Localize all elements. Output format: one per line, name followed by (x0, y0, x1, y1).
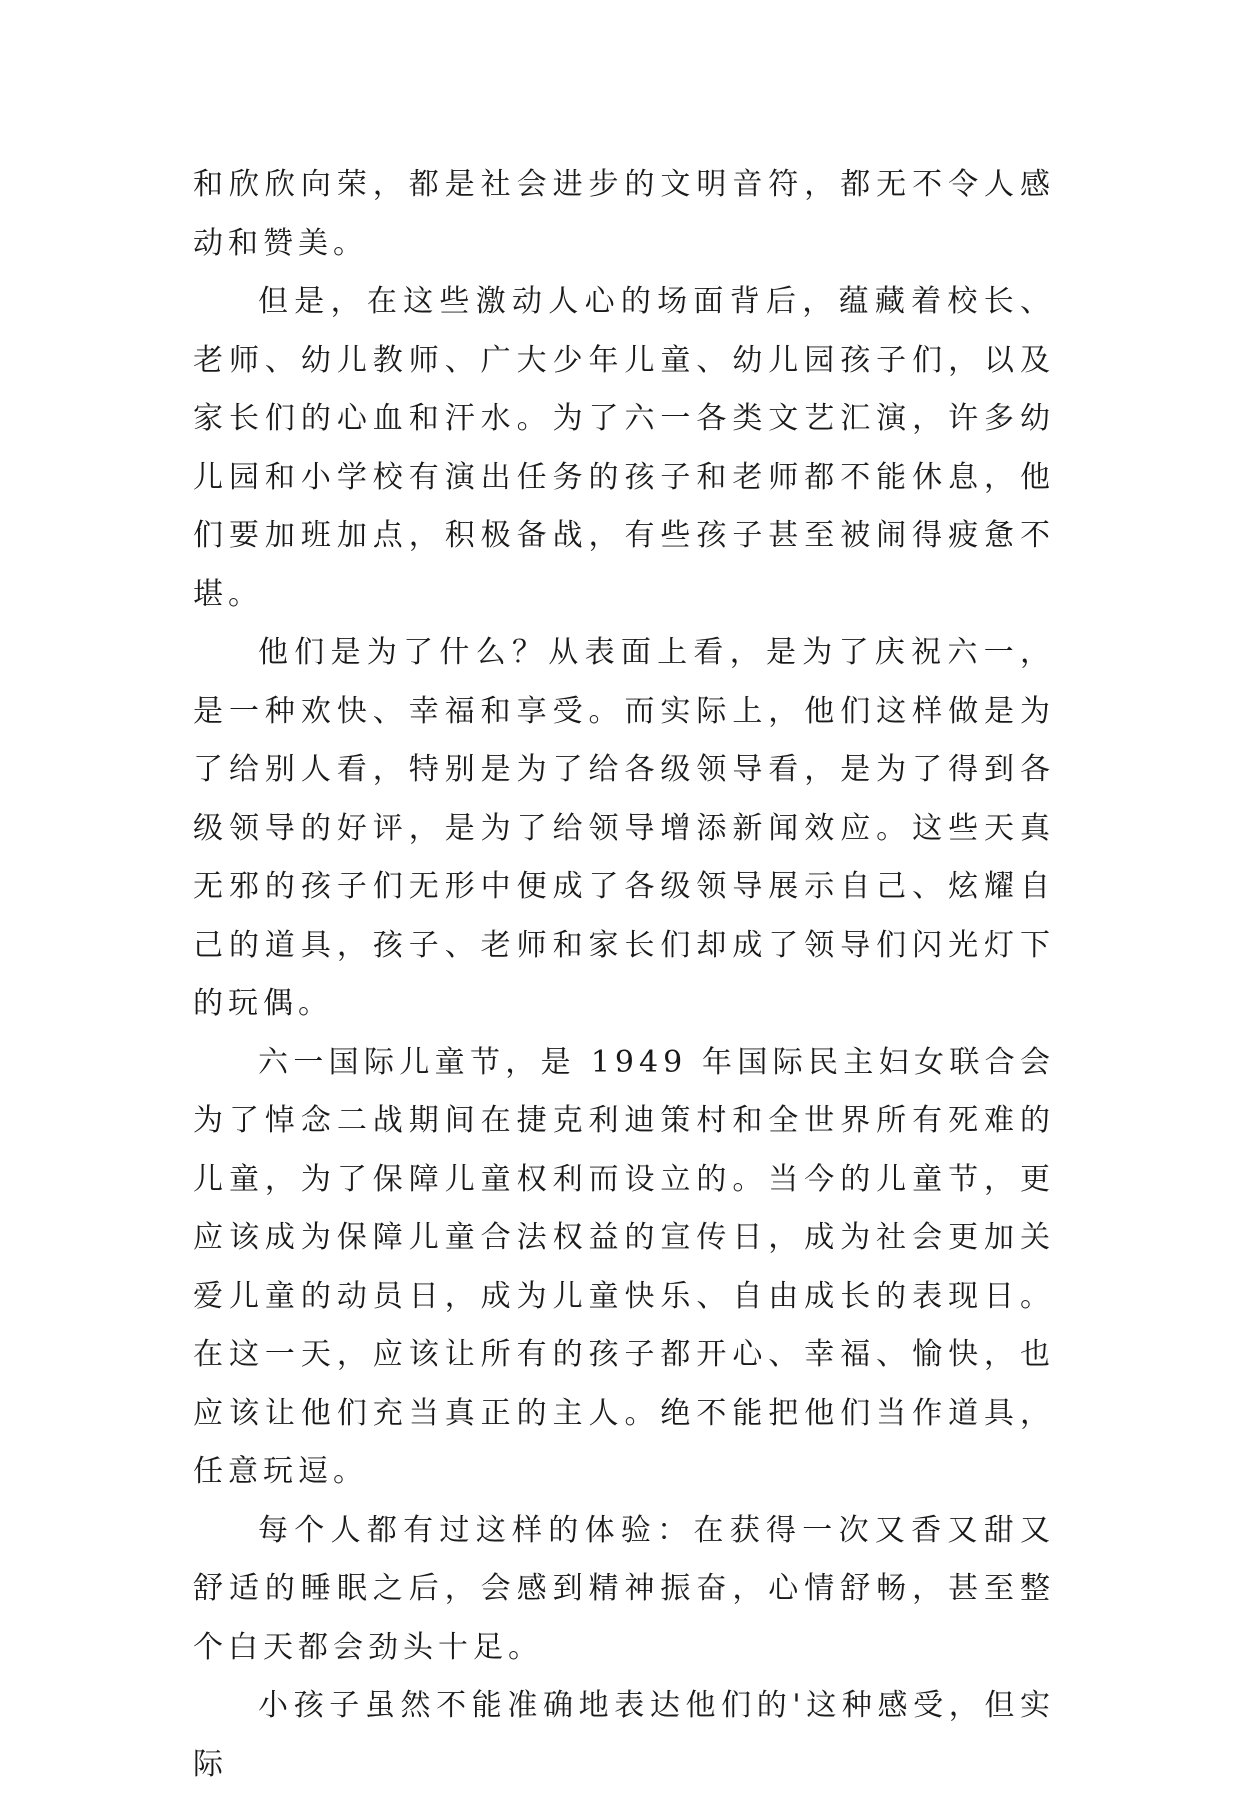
document-body (193, 156, 1055, 1794)
paragraph-children-feelings: 小孩子虽然不能准确地表达他们的'这种感受，但实际 (193, 1688, 1055, 1782)
paragraph-continuation: 和欣欣向荣，都是社会进步的文明音符，都无不令人感动和赞美。 (193, 167, 1055, 261)
paragraph-behind-the-scenes: 但是，在这些激动人心的场面背后，蕴藏着校长、老师、幼儿教师、广大少年儿童、幼儿园孩子们，以及家长们的心血和汗水。为了六一各类文艺汇演，许多幼儿园和小学校有演出任务的孩子和老师都不能休息，他们要加班加点，积极备战，有些孩子甚至被闹得疲惫不堪。 (193, 284, 1055, 612)
paragraph-purpose-question: 他们是为了什么？从表面上看，是为了庆祝六一，是一种欢快、幸福和享受。而实际上，他们这样做是为了给别人看，特别是为了给各级领导看，是为了得到各级领导的好评，是为了给领导增添新闻效应。这些天真无邪的孩子们无形中便成了各级领导展示自己、炫耀自己的道具，孩子、老师和家长们却成了领导们闪光灯下的玩偶。 (193, 635, 1055, 1021)
paragraph-childrens-day-origin: 六一国际儿童节，是 1949 年国际民主妇女联合会为了悼念二战期间在捷克利迪策村和全世界所有死难的儿童，为了保障儿童权利而设立的。当今的儿童节，更应该成为保障儿童合法权益的宣传日，成为社会更加关爱儿童的动员日，成为儿童快乐、自由成长的表现日。在这一天，应该让所有的孩子都开心、幸福、愉快，也应该让他们充当真正的主人。绝不能把他们当作道具，任意玩逗。 (193, 1044, 1055, 1489)
paragraph-sleep-experience: 每个人都有过这样的体验：在获得一次又香又甜又舒适的睡眠之后，会感到精神振奋，心情舒畅，甚至整个白天都会劲头十足。 (193, 1512, 1055, 1665)
